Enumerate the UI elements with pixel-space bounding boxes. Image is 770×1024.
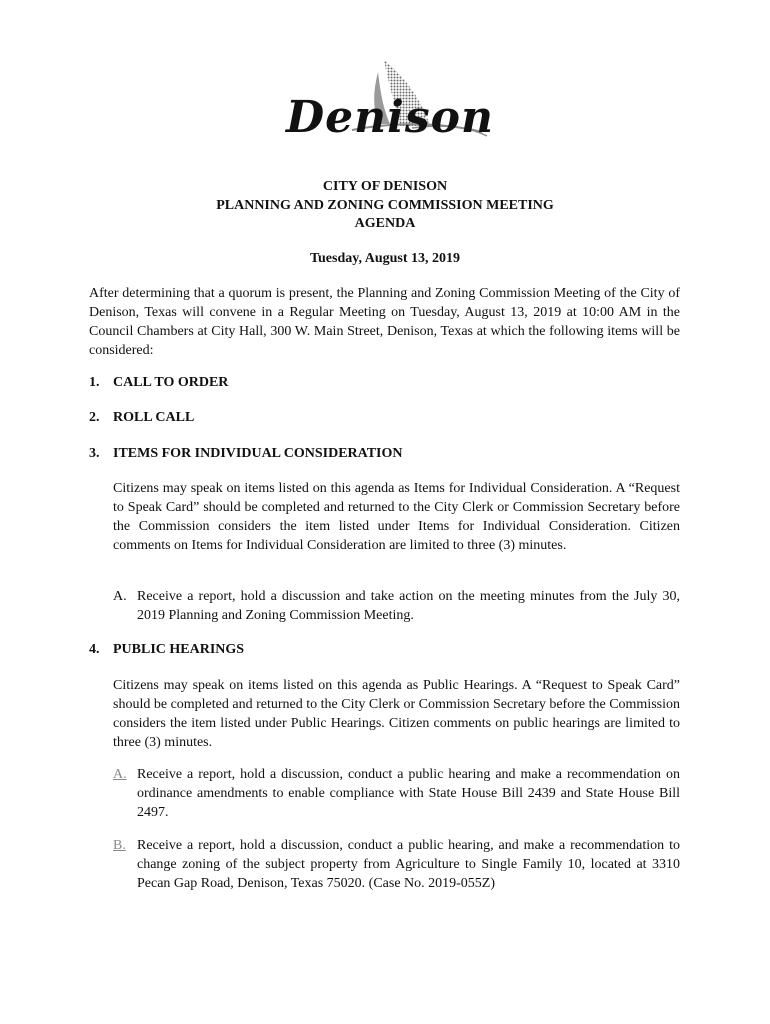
- item-letter-link[interactable]: A.: [113, 767, 127, 782]
- meeting-date: Tuesday, August 13, 2019: [309, 251, 461, 266]
- section-call-to-order: [89, 373, 228, 392]
- section-number: 4.: [89, 642, 100, 657]
- section-individual-consideration: [89, 444, 403, 463]
- agenda-item: [113, 587, 680, 625]
- agenda-item: [113, 836, 680, 893]
- section-number: 1.: [89, 375, 100, 390]
- section-description: Citizens may speak on items listed on this agenda as Public Hearings. A “Request to Speak Card” should be completed and returned to the City Clerk or Commission Secretary before the Commission considers the item listed under Public Hearings. Citizen comments on public hearings are limited to three (3) minutes.: [113, 678, 680, 750]
- section-public-hearings: [89, 640, 244, 659]
- section-description: Citizens may speak on items listed on this agenda as Items for Individual Consideration. A “Request to Speak Card” should be completed and returned to the City Clerk or Commission Secretary before the Commission considers the item listed under Items for Individual Consideration. Citizen comments on Items for Individual Consideration are limited to three (3) minutes.: [113, 481, 680, 553]
- section-title: PUBLIC HEARINGS: [113, 642, 245, 657]
- denison-logo: [282, 58, 492, 168]
- section-title: ITEMS FOR INDIVIDUAL CONSIDERATION: [113, 446, 403, 461]
- header-commission: PLANNING AND ZONING COMMISSION MEETING: [216, 198, 554, 213]
- item-text: Receive a report, hold a discussion and take action on the meeting minutes from the July 30, 2019 Planning and Zoning Commission Meeting.: [137, 589, 680, 623]
- section-roll-call: [89, 408, 194, 427]
- header-city: CITY OF DENISON: [322, 179, 448, 194]
- agenda-item: [113, 765, 680, 822]
- section-title: CALL TO ORDER: [113, 375, 229, 390]
- section-title: ROLL CALL: [113, 410, 195, 425]
- logo-wordmark: Denison: [286, 92, 494, 143]
- section-number: 2.: [89, 410, 100, 425]
- item-text: Receive a report, hold a discussion, conduct a public hearing and make a recommendation on ordinance amendments to enable compliance with State House Bill 2439 and State House Bill 2497.: [137, 767, 680, 820]
- header-agenda: AGENDA: [354, 216, 416, 231]
- intro-paragraph: After determining that a quorum is present, the Planning and Zoning Commission Meeting of the City of Denison, Texas will convene in a Regular Meeting on Tuesday, August 13, 2019 at 10:00 AM in the Council Chambers at City Hall, 300 W. Main Street, Denison, Texas at which the following items will be considered:: [89, 286, 680, 358]
- item-letter-link[interactable]: B.: [113, 838, 126, 853]
- item-text: Receive a report, hold a discussion, conduct a public hearing, and make a recommendation to change zoning of the subject property from Agriculture to Single Family 10, located at 3310 Pecan Gap Road, Denison, Texas 75020. (Case No. 2019-055Z): [137, 838, 680, 891]
- item-letter: A.: [113, 589, 127, 604]
- section-number: 3.: [89, 446, 100, 461]
